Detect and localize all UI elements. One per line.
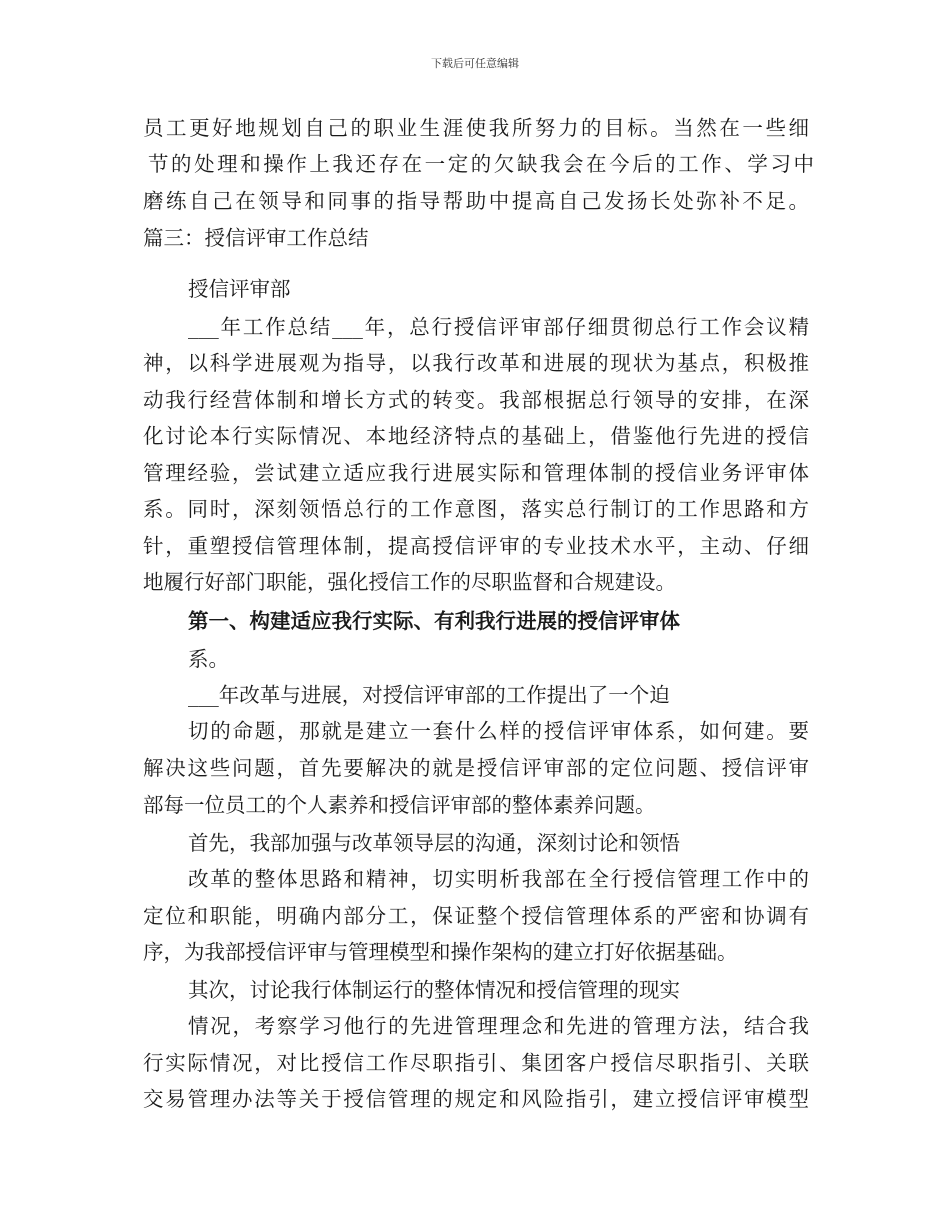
text-line: 节的处理和操作上我还存在一定的欠缺我会在今后的工作、学习中	[148, 152, 814, 176]
text-line: 磨练自己在领导和同事的指导帮助中提高自己发扬长处弥补不足。	[143, 189, 809, 213]
text-line: 序，为我部授信评审与管理模型和操作架构的建立打好依据基础。	[143, 940, 738, 964]
text-line: 改革的整体思路和精神，切实明析我部在全行授信管理工作中的	[188, 867, 809, 891]
page-header: 下载后可任意编辑	[431, 57, 519, 70]
text-line: 交易管理办法等关于授信管理的规定和风险指引，建立授信评审模型	[143, 1087, 809, 1111]
text-line: 行实际情况，对比授信工作尽职指引、集团客户授信尽职指引、关联	[143, 1051, 809, 1075]
section-title: 篇三：授信评审工作总结	[143, 226, 369, 250]
text-line: 管理经验，尝试建立适应我行进展实际和管理体制的授信业务评审体	[143, 461, 809, 485]
text-line: ___年工作总结___年，总行授信评审部仔细贯彻总行工作会议精	[188, 315, 809, 339]
text-line: 其次，讨论我行体制运行的整体情况和授信管理的现实	[188, 978, 680, 1002]
text-line: 地履行好部门职能，强化授信工作的尽职监督和合规建设。	[143, 570, 676, 594]
text-line: 系。	[188, 647, 229, 671]
text-line: 情况，考察学习他行的先进管理理念和先进的管理方法，结合我	[188, 1014, 809, 1038]
text-line: 首先，我部加强与改革领导层的沟通，深刻讨论和领悟	[188, 831, 680, 855]
text-line: 员工更好地规划自己的职业生涯使我所努力的目标。当然在一些细	[143, 116, 809, 140]
text-line: 部每一位员工的个人素养和授信评审部的整体素养问题。	[143, 793, 656, 817]
text-line: 解决这些问题，首先要解决的就是授信评审部的定位问题、授信评审	[143, 756, 809, 780]
text-line: 化讨论本行实际情况、本地经济特点的基础上，借鉴他行先进的授信	[143, 424, 809, 448]
text-line: 系。同时，深刻领悟总行的工作意图，落实总行制订的工作思路和方	[143, 497, 809, 521]
text-line: 切的命题，那就是建立一套什么样的授信评审体系，如何建。要	[188, 719, 809, 743]
bold-heading: 第一、构建适应我行实际、有利我行进展的授信评审体	[188, 609, 680, 633]
text-line: 定位和职能，明确内部分工，保证整个授信管理体系的严密和协调有	[143, 904, 809, 928]
text-line: 神，以科学进展观为指导，以我行改革和进展的现状为基点，积极推	[143, 351, 809, 375]
text-line: 针，重塑授信管理体制，提高授信评审的专业技术水平，主动、仔细	[143, 534, 809, 558]
text-line: ___年改革与进展，对授信评审部的工作提出了一个迫	[188, 683, 670, 707]
text-line: 动我行经营体制和增长方式的转变。我部根据总行领导的安排，在深	[143, 388, 809, 412]
subheading: 授信评审部	[188, 277, 291, 301]
